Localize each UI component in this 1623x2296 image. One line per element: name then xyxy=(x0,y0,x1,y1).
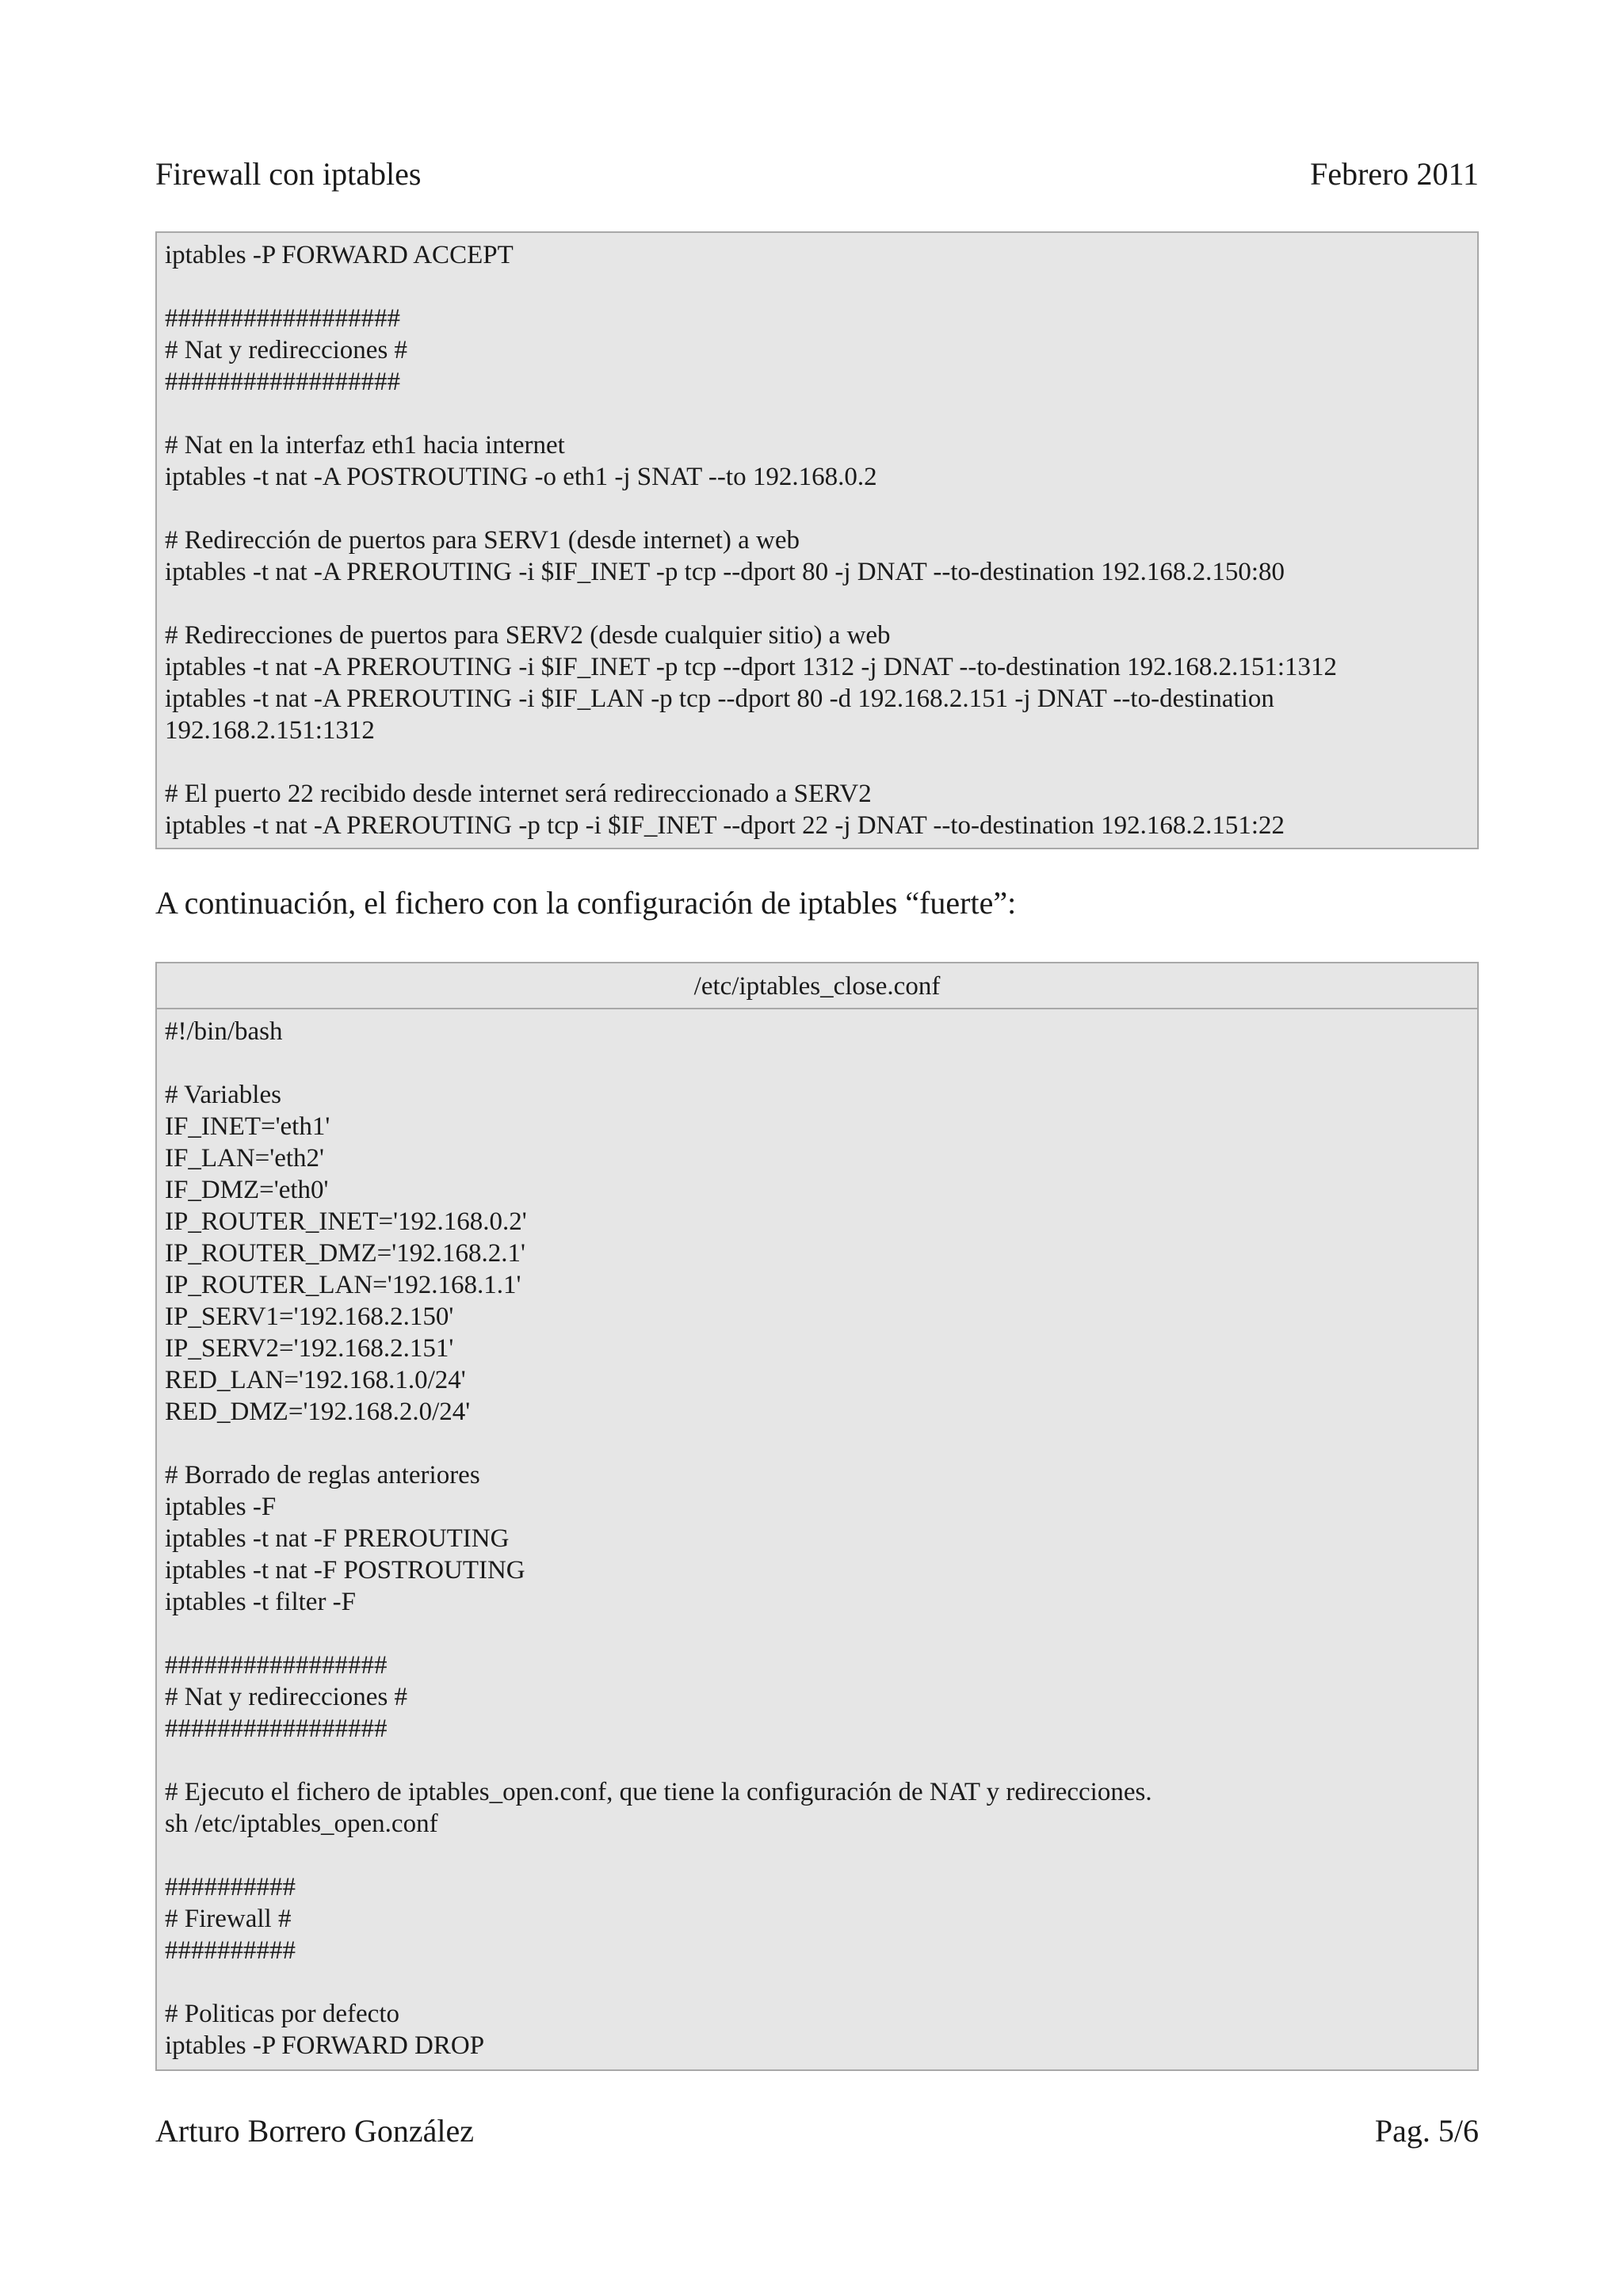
code-line: IP_SERV2='192.168.2.151' xyxy=(165,1334,454,1363)
code-line: #!/bin/bash xyxy=(165,1017,283,1046)
code-line: sh /etc/iptables_open.conf xyxy=(165,1810,438,1838)
footer-page-number: Pag. 5/6 xyxy=(1374,2113,1479,2149)
code-line: ################## xyxy=(165,304,400,333)
code-line: # Variables xyxy=(165,1081,281,1109)
code-block-title: /etc/iptables_close.conf xyxy=(157,963,1477,1009)
code-line: RED_LAN='192.168.1.0/24' xyxy=(165,1366,466,1394)
code-line: iptables -t filter -F xyxy=(165,1588,357,1616)
code-line: IP_ROUTER_DMZ='192.168.2.1' xyxy=(165,1239,525,1268)
code-line xyxy=(165,271,1469,303)
code-block-nat xyxy=(155,231,1479,849)
code-line: # Redirecciones de puertos para SERV2 (desde cualquier sitio) a web xyxy=(165,621,891,650)
code-line: ########## xyxy=(165,1936,296,1965)
code-line xyxy=(165,493,1469,524)
code-line: iptables -t nat -A POSTROUTING -o eth1 -j SNAT --to 192.168.0.2 xyxy=(165,463,877,491)
code-block-iptables-close-body xyxy=(157,1009,1477,2061)
code-line: iptables -t nat -F POSTROUTING xyxy=(165,1556,525,1585)
code-line: iptables -t nat -A PREROUTING -i $IF_INET -p tcp --dport 1312 -j DNAT --to-destination 192.168.2.151:1312 xyxy=(165,653,1338,681)
code-line: ################# xyxy=(165,1651,388,1680)
code-block-nat-body xyxy=(157,233,1477,841)
header-date: Febrero 2011 xyxy=(1310,156,1479,192)
code-line: iptables -F xyxy=(165,1493,277,1521)
code-line: RED_DMZ='192.168.2.0/24' xyxy=(165,1398,471,1426)
code-line: iptables -P FORWARD DROP xyxy=(165,2031,485,2060)
code-line: # Redirección de puertos para SERV1 (desde internet) a web xyxy=(165,526,800,555)
code-line: # Firewall # xyxy=(165,1905,292,1933)
code-line xyxy=(165,398,1469,429)
intro-paragraph: A continuación, el fichero con la configuración de iptables “fuerte”: xyxy=(155,885,1017,921)
page-header xyxy=(155,155,1479,193)
code-line: IF_DMZ='eth0' xyxy=(165,1176,329,1204)
code-line: IP_ROUTER_LAN='192.168.1.1' xyxy=(165,1271,521,1299)
header-title: Firewall con iptables xyxy=(155,156,422,192)
code-line xyxy=(165,1618,1469,1650)
code-line: # Nat y redirecciones # xyxy=(165,336,408,364)
code-line xyxy=(165,1840,1469,1871)
code-line: iptables -P FORWARD ACCEPT xyxy=(165,241,514,269)
code-line xyxy=(165,746,1469,778)
code-line xyxy=(165,1745,1469,1776)
code-line: # Politicas por defecto xyxy=(165,2000,400,2028)
code-line xyxy=(165,1966,1469,1998)
footer-author: Arturo Borrero González xyxy=(155,2113,475,2149)
code-line: iptables -t nat -F PREROUTING xyxy=(165,1524,510,1553)
code-line: IF_INET='eth1' xyxy=(165,1112,330,1141)
code-line: 192.168.2.151:1312 xyxy=(165,716,375,745)
code-line: ################## xyxy=(165,368,400,396)
code-line: # El puerto 22 recibido desde internet será redireccionado a SERV2 xyxy=(165,780,872,808)
code-line xyxy=(165,588,1469,620)
code-line: # Ejecuto el fichero de iptables_open.conf, que tiene la configuración de NAT y redirecciones. xyxy=(165,1778,1152,1806)
code-line: ################# xyxy=(165,1714,388,1743)
code-line: ########## xyxy=(165,1873,296,1901)
code-line: iptables -t nat -A PREROUTING -i $IF_LAN -p tcp --dport 80 -d 192.168.2.151 -j DNAT --to-destination xyxy=(165,685,1274,713)
code-line: iptables -t nat -A PREROUTING -p tcp -i $IF_INET --dport 22 -j DNAT --to-destination 192.168.2.151:22 xyxy=(165,811,1285,840)
code-line: IF_LAN='eth2' xyxy=(165,1144,324,1173)
code-line xyxy=(165,1428,1469,1459)
code-line: # Nat y redirecciones # xyxy=(165,1683,408,1711)
code-line: # Borrado de reglas anteriores xyxy=(165,1461,480,1489)
code-line: iptables -t nat -A PREROUTING -i $IF_INET -p tcp --dport 80 -j DNAT --to-destination 192.168.2.150:80 xyxy=(165,558,1285,586)
code-line xyxy=(165,1047,1469,1079)
code-block-iptables-close xyxy=(155,962,1479,2071)
page-footer xyxy=(155,2112,1479,2149)
code-line: # Nat en la interfaz eth1 hacia internet xyxy=(165,431,565,460)
code-line: IP_ROUTER_INET='192.168.0.2' xyxy=(165,1207,527,1236)
code-line: IP_SERV1='192.168.2.150' xyxy=(165,1302,454,1331)
